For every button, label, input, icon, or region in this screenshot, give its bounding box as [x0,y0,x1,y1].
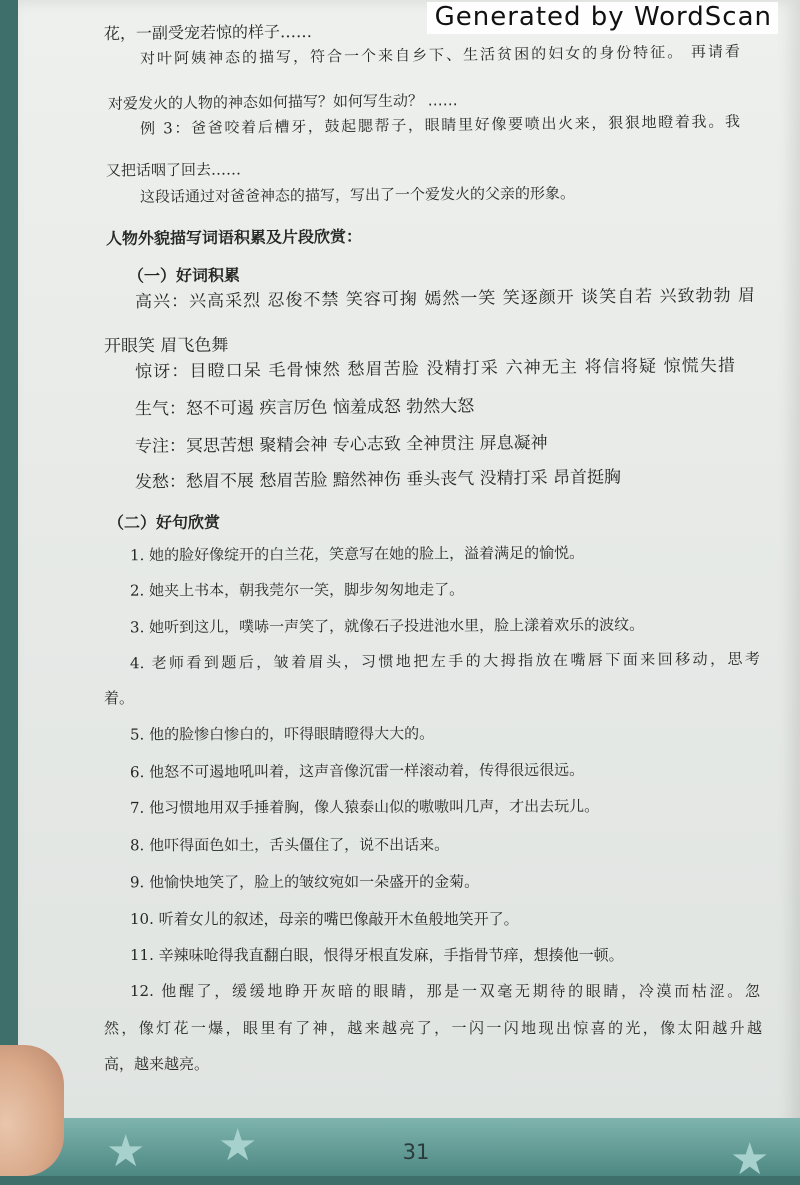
subsection-heading: （二）好句欣赏 [107,512,221,533]
list-item: 2. 她夹上书本，朝我莞尔一笑，脚步匆匆地走了。 [129,580,465,600]
star-icon: ★ [218,1120,258,1171]
list-item: 着。 [104,689,135,707]
list-item: 12. 他醒了，缓缓地睁开灰暗的眼睛，那是一双毫无期待的眼睛，冷漠而枯涩。忽 [130,982,760,1000]
text-line: 例 3：爸爸咬着后槽牙，鼓起腮帮子，眼睛里好像要喷出火来，狠狠地瞪着我。我 [139,112,741,138]
text-line: 高兴：兴高采烈 忍俊不禁 笑容可掬 嫣然一笑 笑逐颜开 谈笑自若 兴致勃勃 眉 [134,285,756,313]
text-line: 开眼笑 眉飞色舞 [103,335,229,357]
list-item: 11. 辛辣味呛得我直翻白眼，恨得牙根直发麻，手指骨节痒，想揍他一顿。 [130,946,624,964]
page-number: 31 [402,1140,430,1164]
list-item: 3. 她听到这儿，噗哧一声笑了，就像石子投进池水里，脸上漾着欢乐的波纹。 [129,615,645,637]
list-item: 6. 他怒不可遏地吼叫着，这声音像沉雷一样滚动着，传得很远很远。 [129,760,585,782]
star-icon: ★ [730,1134,770,1185]
text-line: 发愁：愁眉不展 愁眉苦脸 黯然神伤 垂头丧气 没精打采 昂首挺胸 [134,467,622,493]
list-item: 8. 他吓得面色如土，舌头僵住了，说不出话来。 [129,835,450,855]
list-item: 然，像灯花一爆，眼里有了神，越来越亮了，一闪一闪地现出惊喜的光，像太阳越升越 [104,1019,762,1037]
list-item: 4. 老师看到题后，皱着眉头，习惯地把左手的大拇指放在嘴唇下面来回移动，思考 [129,649,761,673]
star-icon: ★ [106,1126,146,1177]
list-item: 5. 他的脸惨白惨白的，吓得眼睛瞪得大大的。 [129,724,435,744]
text-line: 又把话咽了回去…… [105,160,242,180]
list-item: 高，越来越亮。 [104,1055,210,1073]
list-item: 10. 听着女儿的叙述，母亲的嘴巴像敲开木鱼般地笑开了。 [130,910,519,928]
list-item: 7. 他习惯地用双手捶着胸，像人猿泰山似的嗷嗷叫几声，才出去玩儿。 [129,797,600,817]
list-item: 9. 他愉快地笑了，脸上的皱纹宛如一朵盛开的金菊。 [129,872,480,892]
text-line: 这段话通过对爸爸神态的描写，写出了一个爱发火的父亲的形象。 [139,184,576,206]
text-line: 专注：冥思苦想 聚精会神 专心志致 全神贯注 屏息凝神 [134,433,548,457]
section-heading: 人物外貌描写词语积累及片段欣赏： [105,226,363,249]
text-line: 对叶阿姨神态的描写，符合一个来自乡下、生活贫困的妇女的身份特征。 再请看 [139,42,741,68]
subsection-heading: （一）好词积累 [127,265,241,286]
text-line: 对爱发火的人物的神态如何描写？如何写生动？ …… [107,91,458,113]
watermark: Generated by WordScan [427,2,778,34]
text-line: 花，一副受宠若惊的样子…… [103,21,313,44]
text-line: 生气：怒不可遏 疾言厉色 恼羞成怒 勃然大怒 [134,396,475,420]
book-page [18,0,800,1135]
thumb [0,1045,64,1176]
text-line: 惊讶：目瞪口呆 毛骨悚然 愁眉苦脸 没精打采 六神无主 将信将疑 惊慌失措 [134,355,736,383]
list-item: 1. 她的脸好像绽开的白兰花，笑意写在她的脸上，溢着满足的愉悦。 [129,543,585,565]
